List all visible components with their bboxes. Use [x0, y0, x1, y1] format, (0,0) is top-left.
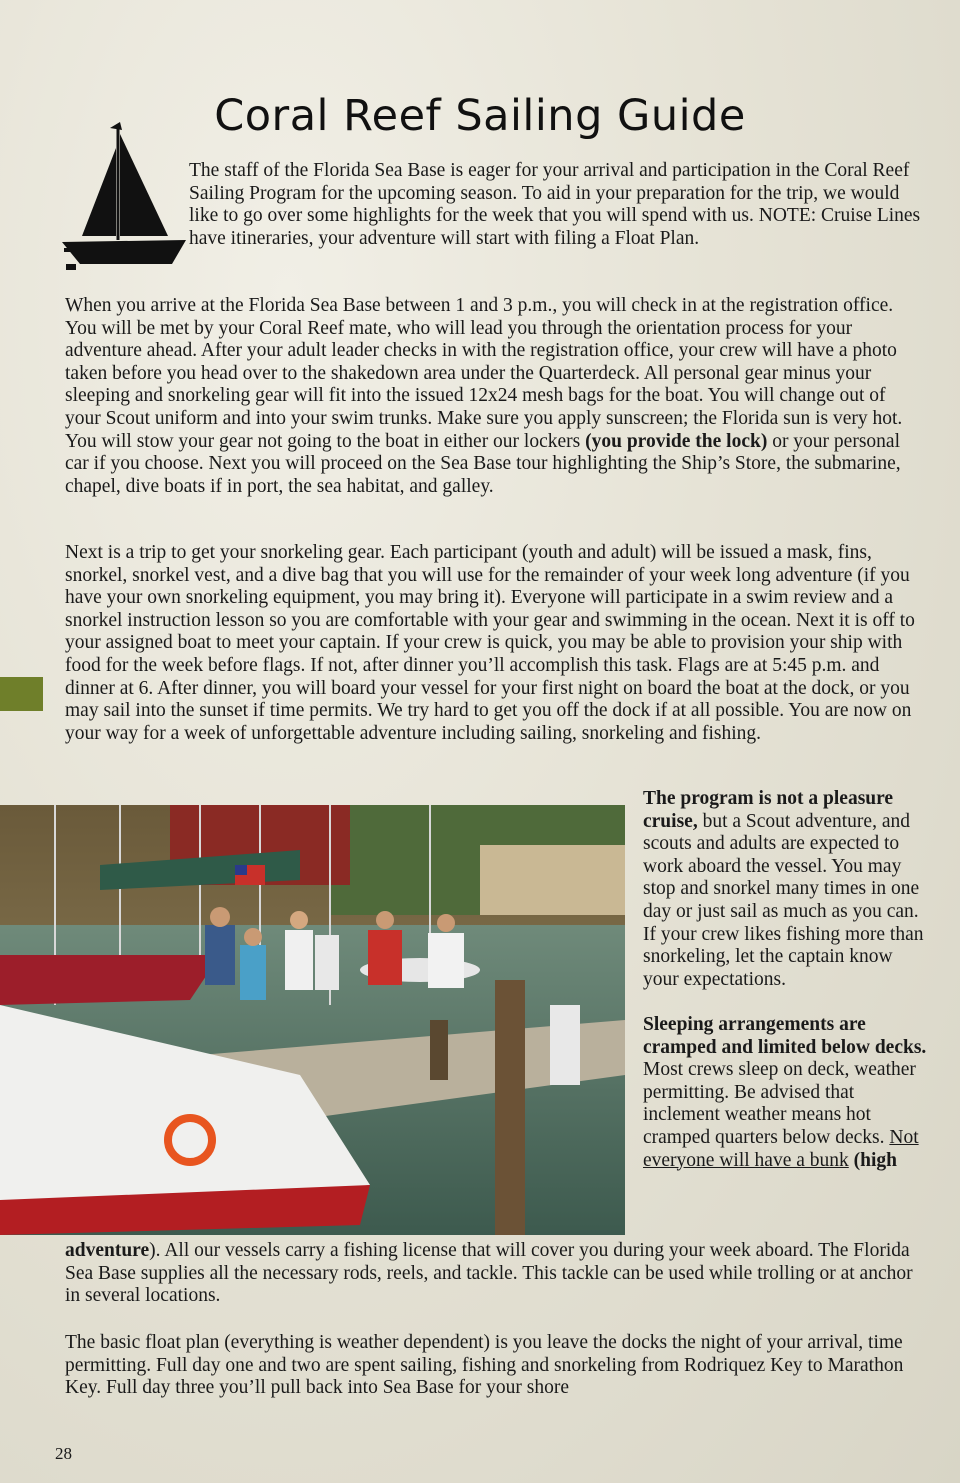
sleeping-heading: Sleeping arrangements are cramped and limited below decks. [643, 1013, 927, 1058]
sleeping-paragraph [643, 1014, 928, 1172]
arrival-text-end: or your personal car if you choose. Next you will proceed on the Sea Base tour highlighting the Ship’s Store, the submarine, chapel, dive boats if in port, the sea habitat, and galley. [65, 430, 901, 497]
chapter-tab [0, 677, 43, 711]
float-plan-paragraph: The basic float plan (everything is weather dependent) is you leave the docks the night of your arrival, time permitting. Full day one and two are spent sailing, fishing and snorkeling from Rodriquez Key to Marathon Key. Full day three you’ll pull back into Sea Base for your shore [65, 1332, 904, 1399]
high-label: (high [848, 1149, 897, 1171]
snorkel-paragraph: Next is a trip to get your snorkeling gear. Each participant (youth and adult) will be issued a mask, fins, snorkel, snorkel vest, and a dive bag that you will use for the remainder of your week long adventure (if you have your own snorkeling equipment, you may bring it). Everyone will participate in a swim review and a snorkel instruction lesson so you are comfortable with your gear and swimming in the ocean. Next it is off to your assigned boat to meet your captain. If your crew is quick, you may be able to provision your ship with food for the week before flags. If not, after dinner you’ll accomplish this task. Flags are at 5:45 p.m. and dinner at 6. After dinner, you will board your vessel for your first night on board the boat at the dock, or you may sail into the sunset if time permits. We try hard to get you off the dock if at all possible. You are now on your way for a week of unforgettable adventure including sailing, snorkeling and fishing. [65, 542, 915, 744]
fishing-text: ). All our vessels carry a fishing license that will cover you during your week aboard. The Florida Sea Base supplies all the necessary rods, reels, and tackle. This tackle can be used while trolling or at anchor in several locations. [65, 1240, 913, 1307]
intro-paragraph: The staff of the Florida Sea Base is eager for your arrival and participation in the Coral Reef Sailing Program for the upcoming season. To aid in your preparation for the trip, we would like to go over some highlights for the week that you will spend with us. NOTE: Cruise Lines have itineraries, your adventure will start with filing a Float Plan. [189, 160, 921, 249]
sleeping-text: Most crews sleep on deck, weather permitting. Be advised that inclement weather means hot cramped quarters below decks. [643, 1059, 916, 1148]
program-heading: The program is not a pleasure cruise, [643, 788, 894, 832]
sailboat-icon [60, 118, 188, 276]
page-title: Coral Reef Sailing Guide [214, 90, 746, 141]
marina-photo [0, 805, 625, 1235]
lock-note: (you provide the lock) [585, 430, 768, 452]
arrival-text-start: When you arrive at the Florida Sea Base between 1 and 3 p.m., you will check in at the registration office. You will be met by your Coral Reef mate, who will lead you through the orientation process for your adventure ahead. After your adult leader checks in with the registration office, your crew will have a photo taken before you head over to the shakedown area under the Quarterdeck. All personal gear minus your sleeping and snorkeling gear will fit into the issued 12x24 mesh bags for the boat. You will change out of your Scout uniform and into your swim trunks. Make sure you apply sunscreen; the Florida sun is very hot. You will stow your gear not going to the boat in either our lockers [65, 295, 903, 452]
program-text: but a Scout adventure, and scouts and adults are expected to work aboard the vessel. You may stop and snorkel many times in one day or just sail as much as you can. If your crew likes fishing more than snorkeling, let the captain know your expectations. [643, 810, 924, 990]
bunk-note: Not everyone will have a bunk [643, 1126, 919, 1171]
fishing-paragraph [65, 1240, 925, 1308]
arrival-paragraph [65, 295, 925, 498]
page-number: 28 [55, 1444, 72, 1463]
adventure-label: adventure [65, 1240, 150, 1261]
side-column [643, 788, 928, 1172]
program-paragraph [643, 788, 928, 991]
